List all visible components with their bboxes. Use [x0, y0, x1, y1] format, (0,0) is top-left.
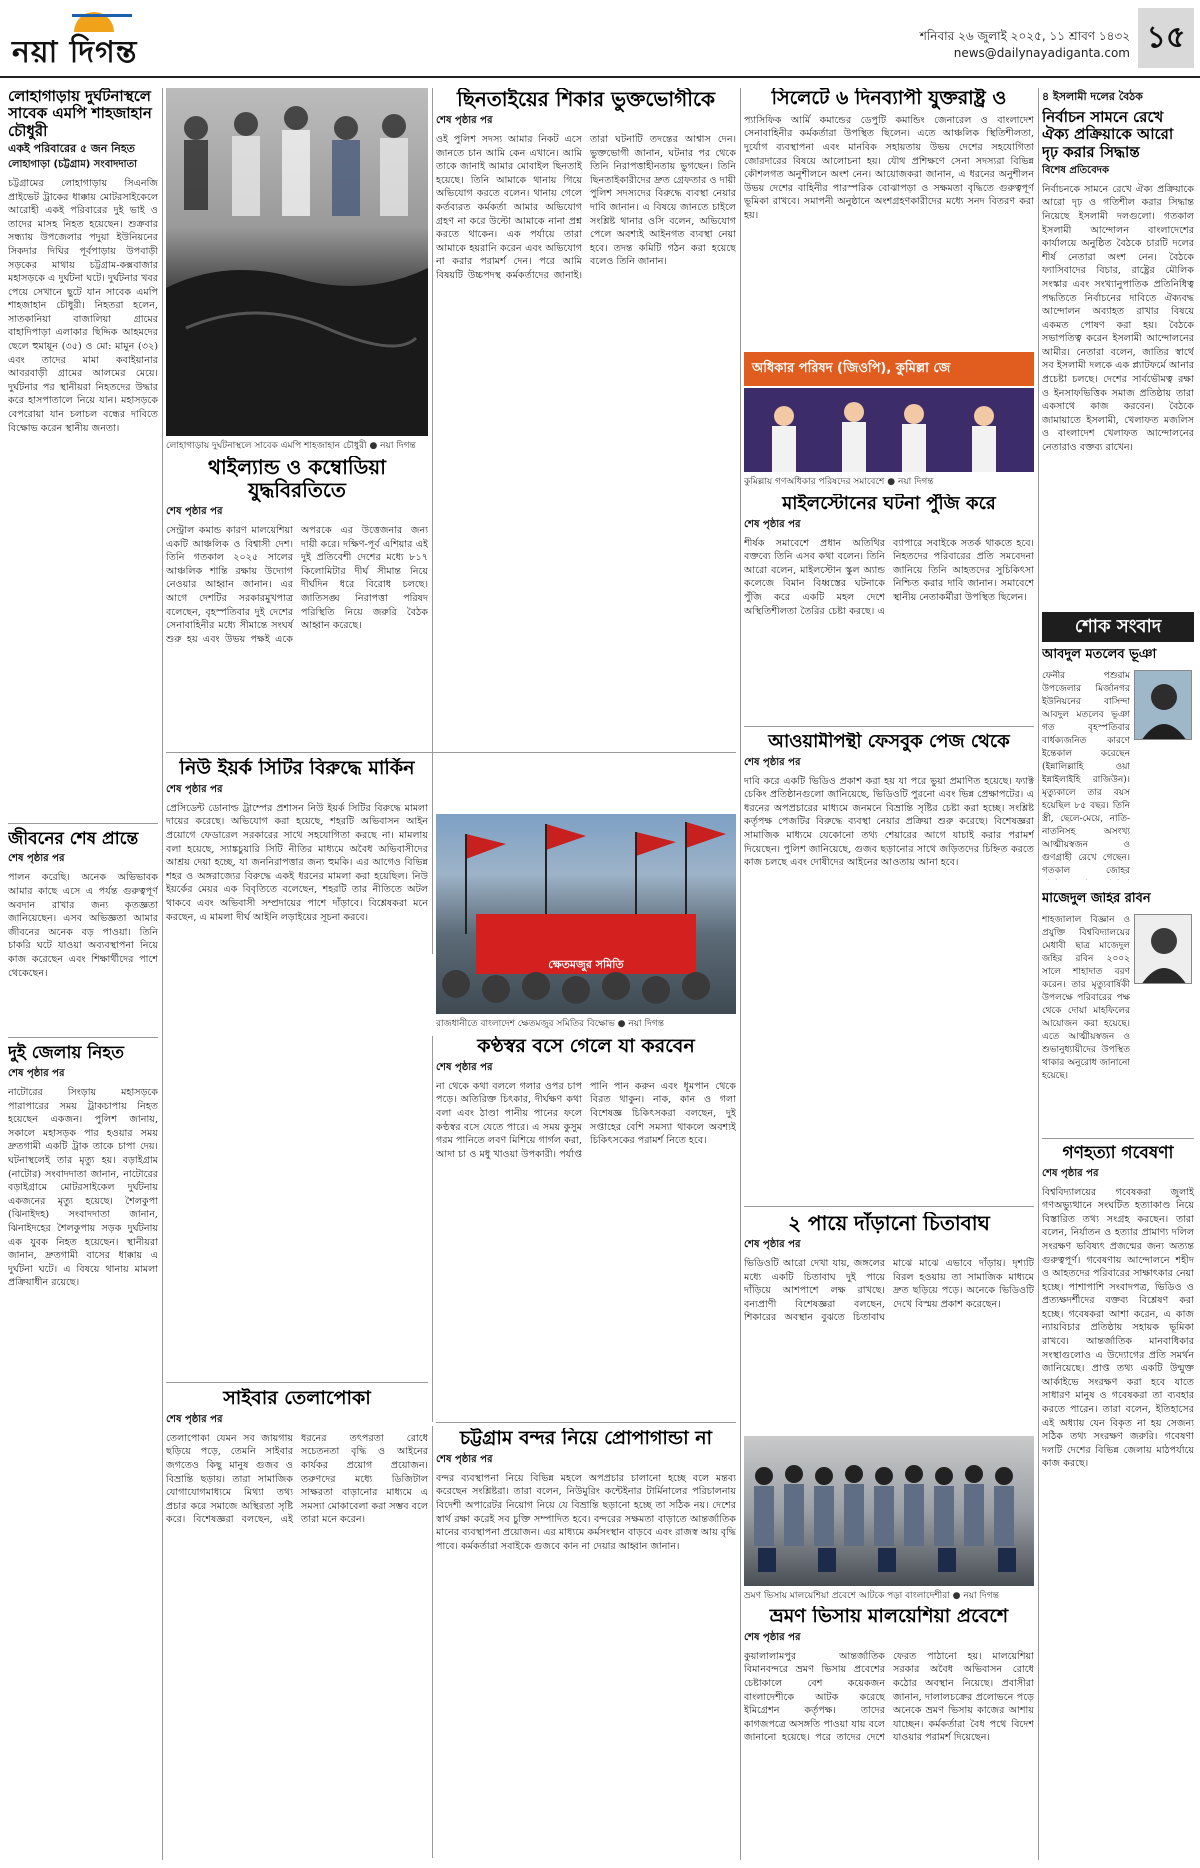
headline-islamic-party[interactable]: নির্বাচন সামনে রেখে ঐক্য প্রক্রিয়াকে আরো দৃঢ় করার সিদ্ধান্ত [1042, 108, 1174, 161]
column-rule [162, 88, 163, 1860]
headline-awami[interactable]: আওয়ামীপন্থী ফেসবুক পেজ থেকে [768, 732, 1010, 752]
obituary-1-body: ফেনীর পশুরাম উপজেলার মির্জানগর ইউনিয়নের বাসিন্দা আবদুল মতলেব ভূঞা গত বৃহস্পতিবার বার্ধক্যজনিত কারণে ইন্তেকাল করেছেন (ইন্নালিল্লাহি ওয়া ইন্নাইলাইহি রাজিউন)। মৃত্যুকালে তার বয়স হয়েছিল ৮৫ বছর। তিনি স্ত্রী, ছেলে-মেয়ে, নাতি-নাতনিসহ অসংখ্য আত্মীয়স্বজন ও গুণগ্রাহী রেখে গেছেন। গতকাল জোহর [1042, 671, 1130, 876]
caption-photo-rally: রাজধানীতে বাংলাদেশ ক্ষেতমজুর সমিতির বিক্ষোভ ● নয়া দিগন্ত [436, 1019, 664, 1029]
byline-milestone: শেষ পৃষ্ঠার পর [744, 518, 801, 530]
gop-stage-banner: অধিকার পরিষদ (জিওপি), কুমিল্লা জে [744, 352, 1034, 386]
body-lohagara: চট্টগ্রামের লোহাগাড়ায় সিএনজি প্রাইভেট ট্রাকের ধাক্কায় মোটরসাইকেলে আরোহী একই পরিবারের দুই ভাই ও তাদের মাসহ নিহত হয়েছেন। শুক্রবার সন্ধ্যায় উপজেলার পদুয়া ইউনিয়নের সিকদার দিঘির পূর্বপাড়ায় উপবাড়ী সড়কের মাথায় চট্টগ্রাম-কক্সবাজার মহাসড়কে এ দুর্ঘটনা ঘটে। দুর্ঘটনার খবর পেয়ে সেখানে ছুটে যান সাবেক এমপি শাহজাহান চৌধুরী। নিহতরা হলেন, সাতকানিয়া বাজালিয়া গ্রামের বাহাদিপাড়া এলাকার ছিদ্দিক আহমদের ছেলে হুমায়ূন (৩৫) ও মো: মামুন (৩২) এবং তাদের মামা কবাইয়ানার আবরবাড়ী গ্রামের আলমের মেয়ে। দুর্ঘটনার পর স্থানীয়রা নিহতদের উদ্ধার করে হাসপাতালে নিয়ে যান। মহাসড়কে বেপরোয়া যান চলাচল বন্ধের দাবিতে বিক্ষোভ করেন স্থানীয় জনতা। [8, 177, 158, 434]
obituary-1-portrait [1134, 670, 1192, 740]
body-kontho: না থেকে কথা বললে গলার ওপর চাপ পড়ে। অতিরিক্ত চিৎকার, দীর্ঘক্ষণ কথা বলা এবং ঠাণ্ডা পানীয় পানের ফলে কণ্ঠস্বর বসে যেতে পারে। এ সময় কুসুম গরম পানিতে লবণ মিশিয়ে গার্গল করা, আদা চা ও মধু খাওয়া উপকারী। পর্যাপ্ত পানি পান করুন এবং ধূমপান থেকে বিরত থাকুন। নাক, কান ও গলা বিশেষজ্ঞ চিকিৎসকরা বলছেন, দুই সপ্তাহের বেশি সমস্যা থাকলে অবশ্যই চিকিৎসকের পরামর্শ নিতে হবে। [436, 1080, 736, 1160]
portrait-2-art [1135, 915, 1192, 984]
article-gonohotta [1042, 1144, 1194, 1858]
byline-lohagara: লোহাগাড়া (চট্টগ্রাম) সংবাদদাতা [8, 158, 137, 170]
row-rule [436, 1422, 736, 1423]
byline-awami: শেষ পৃষ্ঠার পর [744, 756, 801, 768]
byline-port: শেষ পৃষ্ঠার পর [436, 1453, 493, 1465]
article-kontho [436, 1036, 736, 1396]
obituary-2-name[interactable]: মাজেদুল জহির রবিন [1042, 892, 1151, 906]
divider [8, 823, 158, 824]
headline-milestone[interactable]: মাইলস্টোনের ঘটনা পুঁজি করে [782, 494, 996, 514]
body-chintai: ওই পুলিশ সদস্য আমার নিকট এসে জানতে চান আমি কেন এখানে। আমি তাকে জানাই আমার মোবাইল ছিনতাই হয়েছে। তিনি আমাকে থানায় গিয়ে অভিযোগ করতে বলেন। থানায় গেলে কর্তব্যরত কর্মকর্তা আমার অভিযোগ গ্রহণ না করে উল্টো আমাকে নানা প্রশ্ন করতে থাকেন। এক পর্যায়ে তারা আমাকে হয়রানি করেন এবং অভিযোগ না করার পরামর্শ দেন। পরে আমি বিষয়টি উচ্চপদস্থ কর্মকর্তাদের জানাই। তারা ঘটনাটি তদন্তের আশ্বাস দেন। ভুক্তভোগী জানান, ঘটনার পর থেকে তিনি নিরাপত্তাহীনতায় ভুগছেন। তিনি ছিনতাইকারীদের দ্রুত গ্রেফতার ও দায়ী পুলিশ সদস্যদের বিরুদ্ধে ব্যবস্থা নেয়ার দাবি জানান। এ বিষয়ে জানতে চাইলে সংশ্লিষ্ট থানার ওসি বলেন, অভিযোগ পেলে অবশ্যই আইনগত ব্যবস্থা নেয়া হবে। তদন্ত কমিটি গঠন করা হয়েছে বলেও তিনি জানান। [436, 134, 736, 281]
byline-malaysia: শেষ পৃষ্ঠার পর [744, 1631, 801, 1643]
photo-malaysia[interactable] [744, 1436, 1034, 1586]
photo-lohagara-art [166, 88, 428, 436]
photo-gop-rally[interactable] [744, 352, 1034, 472]
body-awami: দাবি করে একটি ভিডিও প্রকাশ করা হয় যা পরে ভুয়া প্রমাণিত হয়েছে। ফ্যাক্ট চেকিং প্রতিষ্ঠানগুলো জানিয়েছে, ভিডিওটি পুরনো এবং ভিন্ন প্রেক্ষাপটের। এ ধরনের অপপ্রচারের মাধ্যমে জনমনে বিভ্রান্তি সৃষ্টির চেষ্টা করা হচ্ছে। সংশ্লিষ্ট কর্তৃপক্ষ পেজটির বিরুদ্ধে ব্যবস্থা নেয়ার প্রক্রিয়া শুরু করেছে। বিশেষজ্ঞরা সামাজিক মাধ্যমে যেকোনো তথ্য শেয়ারের আগে যাচাই করার পরামর্শ দিয়েছেন। পুলিশ জানিয়েছে, গুজব ছড়ানোর সাথে জড়িতদের চিহ্নিত করতে কাজ চলছে এবং দোষীদের আইনের আওতায় আনা হবে। [744, 775, 1034, 869]
headline-gonohotta[interactable]: গণহত্যা গবেষণা [1062, 1144, 1174, 1163]
body-chitabagh: ভিডিওটি আরো দেখা যায়, জঙ্গলের মধ্যে একটি চিতাবাঘ দুই পায়ে দাঁড়িয়ে আশপাশে লক্ষ রাখছে। বন্যপ্রাণী বিশেষজ্ঞরা বলছেন, শিকারের অবস্থান বুঝতে চিতাবাঘ মাঝে মাঝে এভাবে দাঁড়ায়। দৃশ্যটি বিরল হওয়ায় তা সামাজিক মাধ্যমে দ্রুত ছড়িয়ে পড়ে। অনেকে ভিডিওটি দেখে বিস্ময় প্রকাশ করেছেন। [744, 1258, 1034, 1324]
headline-newyork[interactable]: নিউ ইয়র্ক সিটির বিরুদ্ধে মার্কিন [179, 758, 415, 779]
article-cyber [166, 1388, 428, 1858]
byline-chintai: শেষ পৃষ্ঠার পর [436, 115, 493, 126]
gop-crowd-art [744, 386, 1034, 472]
article-chitabagh [744, 1212, 1034, 1432]
body-cyber: তেলাপোকা যেমন সব জায়গায় ছড়িয়ে পড়ে, তেমনি সাইবার জগতেও কিছু মানুষ গুজব ও বিভ্রান্তি ছড়ায়। তারা সামাজিক যোগাযোগমাধ্যমে মিথ্যা তথ্য প্রচার করে সমাজে অস্থিরতা সৃষ্টি করে। বিশেষজ্ঞরা বলছেন, এই ধরনের তৎপরতা রোধে সচেতনতা বৃদ্ধি ও আইনের কার্যকর প্রয়োগ প্রয়োজন। তরুণদের মধ্যে ডিজিটাল সাক্ষরতা বাড়ানোর মাধ্যমে এ সমস্যা মোকাবেলা করা সম্ভব বলে তারা মনে করেন। [166, 1432, 428, 1526]
masthead [0, 0, 1200, 78]
obituary-1 [1042, 648, 1194, 888]
photo-lohagara[interactable] [166, 88, 428, 436]
article-thailand [166, 456, 428, 746]
body-malaysia: কুয়ালালামপুর আন্তর্জাতিক বিমানবন্দরে ভ্রমণ ভিসায় প্রবেশের চেষ্টাকালে বেশ কয়েকজন বাংলাদেশীকে আটক করেছে ইমিগ্রেশন কর্তৃপক্ষ। তাদের কাগজপত্রে অসঙ্গতি পাওয়া যায় বলে জানানো হয়েছে। পরে তাদের দেশে ফেরত পাঠানো হয়। মালয়েশিয়া সরকার অবৈধ অভিবাসন রোধে কঠোর অবস্থান নিয়েছে। প্রবাসীরা জানান, দালালচক্রের প্রলোভনে পড়ে অনেকে ভ্রমণ ভিসায় কাজের আশায় যাচ্ছেন। কর্মকর্তারা বৈধ পথে বিদেশ যাওয়ার পরামর্শ দিয়েছেন। [744, 1650, 1034, 1744]
kicker-islamic-party: ৪ ইসলামী দলের বৈঠক [1042, 90, 1143, 103]
body-newyork: প্রেসিডেন্ট ডোনাল্ড ট্রাম্পের প্রশাসন নিউ ইয়র্ক সিটির বিরুদ্ধে মামলা দায়ের করেছে। অভিযোগ করা হয়েছে, শহরটি অভিবাসন আইন প্রয়োগে ফেডারেল সরকারের সাথে সহযোগিতা করছে না। মামলায় বলা হয়েছে, স্যাঙ্কচুয়ারি সিটি নীতির মাধ্যমে অবৈধ অভিবাসীদের আশ্রয় দেয়া হচ্ছে, যা জননিরাপত্তার জন্য হুমকি। এর আগেও বিভিন্ন শহর ও অঙ্গরাজ্যের বিরুদ্ধে একই ধরনের মামলা করা হয়েছিল। নিউ ইয়র্কের মেয়র এক বিবৃতিতে বলেছেন, শহরটি তার নীতিতে অটল থাকবে এবং অভিবাসী সম্প্রদায়ের পাশে দাঁড়াবে। বিশ্লেষকরা মনে করছেন, এ মামলা দীর্ঘ আইনি লড়াইয়ের সূচনা করবে। [166, 802, 428, 923]
row-rule [744, 1206, 1034, 1207]
byline-kontho: শেষ পৃষ্ঠার পর [436, 1061, 493, 1073]
article-port [436, 1428, 736, 1858]
subhead-lohagara: একই পরিবারের ৫ জন নিহত [8, 141, 135, 155]
byline-gonohotta: শেষ পৃষ্ঠার পর [1042, 1167, 1099, 1179]
newspaper-logo[interactable] [12, 10, 212, 70]
article-newyork [166, 758, 428, 1378]
article-awami [744, 732, 1034, 1202]
column-rule [1038, 88, 1039, 1860]
headline-thailand[interactable]: থাইল্যান্ড ও কম্বোডিয়া যুদ্ধবিরতিতে [208, 456, 386, 502]
article-islamic-party [1042, 88, 1194, 608]
headline-malaysia[interactable]: ভ্রমণ ভিসায় মালয়েশিয়া প্রবেশে [769, 1606, 1009, 1627]
headline-jiboner[interactable]: জীবনের শেষ প্রান্তে [8, 828, 139, 849]
logo-accent-line [72, 14, 132, 17]
issue-date: শনিবার ২৬ জুলাই ২০২৫, ১১ শ্রাবণ ১৪৩২ [919, 29, 1130, 43]
headline-dui-jelay[interactable]: দুই জেলায় নিহত [8, 1043, 125, 1064]
column-rule [740, 88, 741, 1860]
portrait-1-art [1135, 671, 1192, 740]
body-dui-jelay: নাটোরের সিংড়ায় মহাসড়কে পারাপারের সময় ট্রাকচাপায় নিহত হয়েছেন একজন। পুলিশ জানায়, সকালে মহাসড়ক পার হওয়ার সময় দ্রুতগামী একটি ট্রাক তাকে চাপা দেয়। ঘটনাস্থলেই তার মৃত্যু হয়। বড়াইগ্রাম (নাটোর) সংবাদদাতা জানান, নাটোরের বড়াইগ্রামে মোটরসাইকেল দুর্ঘটনায় একজনের মৃত্যু হয়েছে। শৈলকুপা (ঝিনাইদহ) সংবাদদাতা জানান, ঝিনাইদহের শৈলকুপায় সড়ক দুর্ঘটনায় এক যুবক নিহত হয়েছেন। স্থানীয়রা জানান, দ্রুতগামী বাসের ধাক্কায় এ দুর্ঘটনা ঘটে। এ বিষয়ে থানায় মামলা প্রক্রিয়াধীন রয়েছে। [8, 1087, 158, 1289]
body-sylhet: প্যাসিফিক আর্মি কমান্ডের ডেপুটি কমান্ডিং জেনারেল ও বাংলাদেশ সেনাবাহিনীর কর্মকর্তারা উপস্থিত ছিলেন। এতে আঞ্চলিক স্থিতিশীলতা, দুর্যোগ ব্যবস্থাপনা এবং মানবিক সহায়তায় উভয় দেশের সহযোগিতা জোরদারের বিষয়ে আলোচনা হয়। যৌথ প্রশিক্ষণে সেনা সদস্যরা বিভিন্ন কৌশলগত অনুশীলনে অংশ নেন। আয়োজকরা জানান, এ ধরনের অনুশীলন উভয় দেশের বাহিনীর পারস্পরিক বোঝাপড়া ও সক্ষমতা বৃদ্ধিতে গুরুত্বপূর্ণ ভূমিকা রাখবে। সমাপনী অনুষ্ঠানে অংশগ্রহণকারীদের মধ্যে সনদ বিতরণ করা হয়। [744, 114, 1034, 221]
byline-chitabagh: শেষ পৃষ্ঠার পর [744, 1239, 801, 1250]
byline-newyork: শেষ পৃষ্ঠার পর [166, 783, 223, 795]
contact-email[interactable]: news@dailynayadiganta.com [953, 46, 1130, 60]
byline-islamic-party: বিশেষ প্রতিবেদক [1042, 164, 1110, 176]
obituary-2-portrait [1134, 914, 1192, 984]
page-number: ১৫ [1138, 8, 1194, 68]
obituary-1-name[interactable]: আবদুল মতলেব ভূঞা [1042, 648, 1157, 662]
divider [8, 1037, 158, 1038]
body-port: বন্দর ব্যবস্থাপনা নিয়ে বিভিন্ন মহলে অপপ্রচার চালানো হচ্ছে বলে মন্তব্য করেছেন সংশ্লিষ্টরা। তারা বলেন, নিউমুরিং কন্টেইনার টার্মিনালের পরিচালনায় বিদেশী অপারেটর নিয়োগ নিয়ে যে বিভ্রান্তি ছড়ানো হচ্ছে তা সঠিক নয়। দেশের স্বার্থ রক্ষা করেই সব চুক্তি সম্পাদিত হবে। বন্দরের সক্ষমতা বাড়াতে আন্তর্জাতিক মানের ব্যবস্থাপনা প্রয়োজন। এর মাধ্যমে কর্মসংস্থান বাড়বে এবং রাজস্ব আয় বৃদ্ধি পাবে। কর্মকর্তারা সবাইকে গুজবে কান না দেয়ার আহ্বান জানান। [436, 1472, 736, 1552]
row-rule [166, 752, 736, 753]
article-chintai [436, 88, 736, 808]
logo-text: নয়া দিগন্ত [12, 35, 138, 70]
article-milestone [744, 494, 1034, 724]
row-rule [744, 726, 1034, 727]
article-malaysia [744, 1606, 1034, 1858]
body-thailand: সেন্ট্রাল কমান্ড কারণ মালয়েশিয়া একটি আঞ্চলিক ও বিশ্বাসী দেশ। তিনি গতকাল ২০২৫ সালের আঞ্চলিক শান্তি রক্ষায় উদ্যোগ নেওয়ার আহ্বান জানান। এর আগে দেশটির সরকারমুখপাত্র বলেছেন, বৃহস্পতিবার দুই দেশের সেনাবাহিনীর মধ্যে সীমান্তে সংঘর্ষ শুরু হয় এবং উভয় পক্ষই একে অপরকে এর উত্তেজনার জন্য দায়ী করে। দক্ষিণ-পূর্ব এশিয়ার এই দুই প্রতিবেশী দেশের মধ্যে ৮১৭ কিলোমিটার দীর্ঘ সীমান্ত নিয়ে দীর্ঘদিন ধরে বিরোধ চলছে। জাতিসঙ্ঘ নিরাপত্তা পরিষদ পরিস্থিতি নিয়ে জরুরি বৈঠক আহ্বান করেছে। [166, 525, 428, 645]
article-sylhet [744, 88, 1034, 348]
body-jiboner: পালন করেছি। অনেক অভিভাবক আমার কাছে এসে এ পর্যন্ত গুরুত্বপূর্ণ অবদান রাখার জন্য কৃতজ্ঞতা জানিয়েছেন। এসব অভিজ্ঞতা আমার জীবনের অনেক বড় পাওয়া। তিনি চাকরি ঘটে যাওয়া অব্যবস্থাপনা নিয়ে কাজ করেছেন এবং শিক্ষার্থীদের পাশে থেকেছেন। [8, 872, 158, 979]
row-rule [166, 1382, 428, 1383]
body-islamic-party: নির্বাচনকে সামনে রেখে ঐক্য প্রক্রিয়াকে আরো দৃঢ় ও গতিশীল করার সিদ্ধান্ত নিয়েছে ইসলামী দলগুলো। গতকাল ইসলামী আন্দোলন বাংলাদেশের কার্যালয়ে অনুষ্ঠিত বৈঠকে চারটি দলের শীর্ষ নেতারা অংশ নেন। বৈঠকে ফ্যাসিবাদের বিচার, রাষ্ট্রের মৌলিক সংস্কার এবং সংখ্যানুপাতিক প্রতিনিধিত্ব পদ্ধতিতে নির্বাচনের দাবিতে ঐক্যবদ্ধ আন্দোলন অব্যাহত রাখার বিষয়ে একমত পোষণ করা হয়। বৈঠকে সভাপতিত্ব করেন ইসলামী আন্দোলনের আমীর। নেতারা বলেন, জাতির স্বার্থে সব ইসলামী দলকে এক প্ল্যাটফর্মে আনার প্রচেষ্টা চলছে। দেশের সার্বভৌমত্ব রক্ষা ও ইনসাফভিত্তিক সমাজ প্রতিষ্ঠায় তারা একসাথে কাজ করবেন। বৈঠকে জামায়াতে ইসলামী, খেলাফত মজলিস ও বাংলাদেশ খেলাফত আন্দোলনের নেতারাও বক্তব্য রাখেন। [1042, 183, 1194, 454]
byline-thailand: শেষ পৃষ্ঠার পর [166, 506, 223, 517]
headline-kontho[interactable]: কণ্ঠস্বর বসে গেলে যা করবেন [477, 1036, 695, 1057]
column-rule [432, 88, 433, 954]
obituary-2 [1042, 892, 1194, 1132]
column-rule [432, 1036, 433, 1422]
row-rule [1042, 1138, 1194, 1139]
obituary-banner: শোক সংবাদ [1042, 612, 1194, 642]
caption-photo-lohagara: লোহাগাড়ায় দুর্ঘটনাস্থলে সাবেক এমপি শাহজাহান চৌধুরী ● নয়া দিগন্ত [166, 441, 416, 451]
rally-banner-text: ক্ষেতমজুর সমিতি [548, 958, 624, 971]
caption-photo-gop: কুমিল্লায় গণঅধিকার পরিষদের সমাবেশে ● নয়া দিগন্ত [744, 477, 934, 487]
column-left [8, 88, 158, 1860]
headline-cyber[interactable]: সাইবার তেলাপোকা [223, 1388, 371, 1409]
byline-cyber: শেষ পৃষ্ঠার পর [166, 1413, 223, 1425]
headline-chitabagh[interactable]: ২ পায়ে দাঁড়ানো চিতাবাঘ [788, 1212, 990, 1235]
byline-dui-jelay: শেষ পৃষ্ঠার পর [8, 1068, 65, 1080]
photo-rally-art [436, 814, 736, 1014]
headline-port[interactable]: চট্টগ্রাম বন্দর নিয়ে প্রোপাগান্ডা না [459, 1428, 713, 1449]
caption-photo-malaysia: ভ্রমণ ভিসায় মালয়েশিয়া প্রবেশে আটকে পড়া বাংলাদেশীরা ● নয়া দিগন্ত [744, 1591, 999, 1601]
headline-sylhet[interactable]: সিলেটে ৬ দিনব্যাপী যুক্তরাষ্ট্র ও [771, 88, 1007, 109]
column-rule [432, 1426, 433, 1858]
headline-chintai[interactable]: ছিনতাইয়ের শিকার ভুক্তভোগীকে [456, 88, 715, 111]
body-gonohotta: বিশ্ববিদ্যালয়ের গবেষকরা জুলাই গণঅভ্যুত্থানে সংঘটিত হত্যাকাণ্ড নিয়ে বিস্তারিত তথ্য সংগ্রহ করছেন। তারা বলেন, নির্যাতন ও হত্যার প্রামাণ্য দলিল সংরক্ষণ ভবিষ্যৎ প্রজন্মের জন্য অত্যন্ত গুরুত্বপূর্ণ। গবেষণায় আন্দোলনে শহীদ ও আহতদের পরিবারের সাক্ষাৎকার নেয়া হচ্ছে। পাশাপাশি সংবাদপত্র, ভিডিও ও প্রত্যক্ষদর্শীদের বক্তব্য বিশ্লেষণ করা হচ্ছে। গবেষকরা আশা করেন, এ কাজ ন্যায়বিচার প্রতিষ্ঠায় সহায়ক ভূমিকা রাখবে। আন্তর্জাতিক মানবাধিকার সংস্থাগুলোও এ উদ্যোগের প্রতি সমর্থন জানিয়েছে। প্রাপ্ত তথ্য একটি উন্মুক্ত আর্কাইভে সংরক্ষণ করা হবে যাতে সাধারণ মানুষ ও গবেষকরা তা ব্যবহার করতে পারেন। তারা বলেন, ইতিহাসের এই অধ্যায় যেন বিকৃত না হয় সেজন্য সঠিক তথ্য সংরক্ষণ জরুরি। গবেষণা দলটি দেশের বিভিন্ন জেলায় মাঠপর্যায়ে কাজ করছে। [1042, 1186, 1194, 1470]
headline-lohagara[interactable]: লোহাগাড়ায় দুর্ঘটনাস্থলে সাবেক এমপি শাহজাহান চৌধুরী [8, 88, 152, 140]
obituary-2-body: শাহজালাল বিজ্ঞান ও প্রযুক্তি বিশ্ববিদ্যালয়ের মেধাবী ছাত্র মাজেদুল জহির রবিন ২০০২ সালে শাহাদাত বরণ করেন। তার মৃত্যুবার্ষিকী উপলক্ষে পরিবারের পক্ষ থেকে দোয়া মাহফিলের আয়োজন করা হয়েছে। এতে আত্মীয়স্বজন ও শুভানুধ্যায়ীদের উপস্থিত থাকার অনুরোধ জানানো হয়েছে। [1042, 915, 1130, 1081]
photo-rally[interactable] [436, 814, 736, 1014]
photo-malaysia-art [744, 1436, 1034, 1586]
byline-jiboner: শেষ পৃষ্ঠার পর [8, 853, 65, 865]
body-milestone: শীর্ষক সমাবেশে প্রধান অতিথির বক্তব্যে তিনি এসব কথা বলেন। তিনি আরো বলেন, মাইলস্টোন স্কুল অ্যান্ড কলেজে বিমান বিধ্বস্তের ঘটনাকে পুঁজি করে একটি মহল দেশে অস্থিতিশীলতা তৈরির চেষ্টা করছে। এ ব্যাপারে সবাইকে সতর্ক থাকতে হবে। নিহতদের পরিবারের প্রতি সমবেদনা জানিয়ে তিনি আহতদের সুচিকিৎসা নিশ্চিত করার দাবি জানান। সমাবেশে স্থানীয় নেতাকর্মীরা উপস্থিত ছিলেন। [744, 537, 1034, 617]
